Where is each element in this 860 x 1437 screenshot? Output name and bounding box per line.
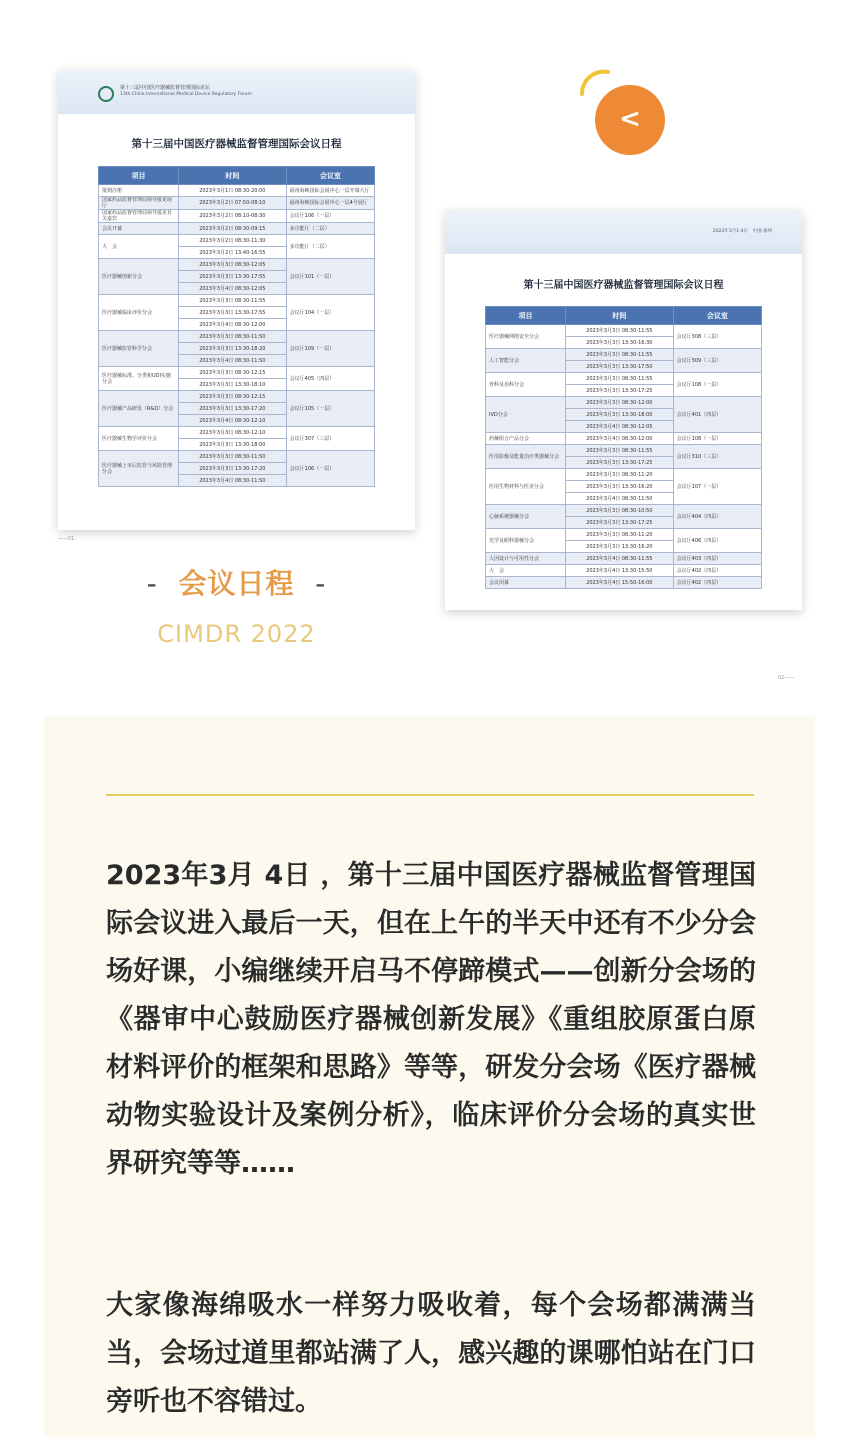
session-name: 大 会 (99, 235, 179, 259)
table-row (99, 197, 375, 210)
table-row (486, 553, 762, 565)
session-time: 2023年3月4日 08:30-12:05 (179, 283, 287, 295)
table-row (99, 210, 375, 223)
schedule-table (98, 166, 375, 487)
session-time: 2023年3月3日 08:30-11:55 (566, 349, 674, 361)
session-room: 会议厅108（一层） (673, 433, 761, 445)
session-time: 2023年3月4日 08:30-12:00 (566, 433, 674, 445)
session-time: 2023年3月3日 08:30-12:00 (566, 397, 674, 409)
table-row (486, 349, 762, 361)
session-time: 2023年3月3日 08:30-12:15 (179, 391, 287, 403)
forum-name-en: 13th China International Medical Device Regulatory Forum (120, 92, 252, 97)
session-time: 2023年3月3日 13:30-17:50 (566, 361, 674, 373)
session-name: 国家药品监督管理局领导接见展厅 (99, 197, 179, 210)
session-time: 2023年3月3日 13:30-17:20 (179, 463, 287, 475)
session-name: 心脑系统器械分会 (486, 505, 566, 529)
table-row (486, 445, 762, 457)
session-time: 2023年3月3日 08:30-11:50 (179, 451, 287, 463)
forum-logo-icon (98, 86, 114, 102)
session-room: 会议厅104（一层） (286, 295, 374, 331)
schedule-image-day2[interactable] (445, 210, 802, 610)
session-name: 人因设计与可用性分会 (486, 553, 566, 565)
session-time: 2023年3月4日 08:30-11:50 (179, 355, 287, 367)
title-dash-left: - (146, 567, 158, 600)
session-time: 2023年3月3日 08:30-11:55 (566, 445, 674, 457)
session-name: 报到注册 (99, 185, 179, 197)
session-time: 2023年3月3日 08:30-11:20 (566, 529, 674, 541)
session-time: 2023年3月3日 13:30-16:30 (566, 337, 674, 349)
session-time: 2023年3月3日 08:30-11:55 (566, 373, 674, 385)
session-name: 医疗器械产品研发（R&D）分会 (99, 391, 179, 427)
table-row (486, 373, 762, 385)
session-room: 会议厅403（四层） (673, 553, 761, 565)
session-room: 会议厅109（一层） (286, 331, 374, 367)
table-row (99, 223, 375, 235)
session-room: 会议厅406（四层） (673, 529, 761, 553)
session-time: 2023年3月2日 08:30-11:30 (179, 235, 287, 247)
forum-date-location: 2023年3月1-4日 中国·福州 (712, 229, 772, 234)
session-time: 2023年3月4日 08:30-11:55 (566, 553, 674, 565)
section-title-text: 会议日程 (178, 567, 295, 600)
chevron-left-icon: < (619, 103, 641, 134)
session-time: 2023年3月4日 08:30-12:05 (566, 421, 674, 433)
column-header: 项目 (486, 307, 566, 325)
session-time: 2023年3月4日 13:30-15:50 (566, 565, 674, 577)
session-name: 医用影像及能量治疗类器械分会 (486, 445, 566, 469)
table-row (486, 505, 762, 517)
table-row (486, 469, 762, 481)
session-room: 会议厅309（三层） (673, 349, 761, 373)
session-room: 福州海峡国际会展中心一层4号展厅 (286, 197, 374, 210)
session-time: 2023年3月1日 08:30-20:00 (179, 185, 287, 197)
session-room: 会议厅405（四层） (286, 367, 374, 391)
forum-name-cn: 第十三届中国医疗器械监督管理国际论坛 (120, 85, 211, 91)
session-time: 2023年3月3日 08:30-11:55 (179, 295, 287, 307)
session-time: 2023年3月3日 08:30-12:10 (179, 427, 287, 439)
session-name: 医疗器械生物学评价分会 (99, 427, 179, 451)
session-time: 2023年3月2日 07:50-08:10 (179, 197, 287, 210)
session-time: 2023年3月3日 13:30-17:25 (566, 517, 674, 529)
session-time: 2023年3月3日 08:30-12:15 (179, 367, 287, 379)
session-name: 会议闭幕 (486, 577, 566, 589)
session-time: 2023年3月3日 13:30-17:25 (566, 457, 674, 469)
table-row (486, 325, 762, 337)
session-room: 会议厅310（三层） (673, 445, 761, 469)
table-header-row (99, 167, 375, 185)
session-time: 2023年3月3日 13:30-18:00 (566, 409, 674, 421)
session-time: 2023年3月2日 13:40-16:55 (179, 247, 287, 259)
session-name: 医疗器械网络安全分会 (486, 325, 566, 349)
session-room: 福州海峡国际会展中心一层开幕大厅 (286, 185, 374, 197)
table-header-row (486, 307, 762, 325)
schedule-title: 第十三届中国医疗器械监督管理国际会议日程 (523, 280, 724, 291)
session-time: 2023年3月3日 08:30-11:50 (179, 331, 287, 343)
session-room: 会议厅404（四层） (673, 505, 761, 529)
table-row (99, 259, 375, 271)
session-room: 会议厅107（一层） (673, 469, 761, 505)
section-title (58, 562, 415, 602)
article-paragraph: 2023年3月 4日 ，第十三届中国医疗器械监督管理国际会议进入最后一天，但在上午的半天中还有不少分会场好课，小编继续开启马不停蹄模式——创新分会场的《器审中心鼓励医疗器械创新发展》《重组胶原蛋白原材料评价的框架和思路》等等，研发分会场《医疗器械动物实验设计及案例分析》，临床评价分会场的真实世界研究等等…… (106, 860, 756, 1179)
session-room: 会议厅108（一层） (673, 373, 761, 397)
session-time: 2023年3月4日 08:30-11:50 (566, 493, 674, 505)
title-dash-right: - (315, 567, 327, 600)
session-time: 2023年3月3日 13:30-18:10 (179, 379, 287, 391)
session-time: 2023年3月3日 13:30-18:00 (179, 439, 287, 451)
page-number: ——01 (58, 536, 75, 542)
session-name: 医用生物材料与医美分会 (486, 469, 566, 505)
session-name: 医疗器械监管科学分会 (99, 331, 179, 367)
table-row (99, 391, 375, 403)
table-row (99, 185, 375, 197)
table-row (99, 427, 375, 439)
session-room: 会议厅105（一层） (286, 391, 374, 427)
session-time: 2023年3月3日 08:30-11:55 (566, 325, 674, 337)
session-time: 2023年3月3日 13:30-17:55 (179, 307, 287, 319)
schedule-title: 第十三届中国医疗器械监督管理国际会议日程 (131, 138, 342, 150)
divider (106, 794, 754, 796)
session-name: 会议开幕 (99, 223, 179, 235)
column-header: 时间 (566, 307, 674, 325)
session-name: 医疗器械上市后监管与风险管理分会 (99, 451, 179, 487)
table-row (486, 397, 762, 409)
session-room: 会议厅106（一层） (286, 210, 374, 223)
session-name: 药械组合产品分会 (486, 433, 566, 445)
schedule-header-banner (58, 70, 415, 114)
article-body (44, 716, 815, 1437)
column-header: 会议室 (673, 307, 761, 325)
schedule-table (485, 306, 762, 589)
column-header: 会议室 (286, 167, 374, 185)
section-subtitle: CIMDR 2022 (157, 620, 316, 648)
session-name: 光学及眼科器械分会 (486, 529, 566, 553)
table-row (99, 451, 375, 463)
session-room: 会议厅402（四层） (673, 577, 761, 589)
session-time: 2023年3月4日 08:30-12:10 (179, 415, 287, 427)
session-room: 会议厅402（四层） (673, 565, 761, 577)
session-name: 大 会 (486, 565, 566, 577)
session-time: 2023年3月3日 13:30-16:20 (566, 481, 674, 493)
table-row (486, 577, 762, 589)
session-time: 2023年3月3日 13:30-17:25 (566, 385, 674, 397)
session-time: 2023年3月2日 08:10-08:30 (179, 210, 287, 223)
session-time: 2023年3月3日 08:30-11:20 (566, 469, 674, 481)
table-row (486, 565, 762, 577)
session-time: 2023年3月3日 13:30-16:20 (566, 541, 674, 553)
session-room: 多功能厅（二层） (286, 235, 374, 259)
session-room: 会议厅308（三层） (673, 325, 761, 349)
session-room: 会议厅106（一层） (286, 451, 374, 487)
schedule-header-banner (445, 210, 802, 254)
session-time: 2023年3月4日 08:30-12:00 (179, 319, 287, 331)
column-header: 时间 (179, 167, 287, 185)
session-time: 2023年3月4日 08:30-11:50 (179, 475, 287, 487)
session-time: 2023年3月3日 13:30-18:20 (179, 343, 287, 355)
column-header: 项目 (99, 167, 179, 185)
session-room: 会议厅401（四层） (673, 397, 761, 433)
table-row (99, 367, 375, 379)
session-time: 2023年3月2日 08:30-09:15 (179, 223, 287, 235)
session-name: 骨科及齿科分会 (486, 373, 566, 397)
session-time: 2023年3月3日 13:30-17:20 (179, 403, 287, 415)
session-time: 2023年3月3日 08:30-10:50 (566, 505, 674, 517)
table-row (486, 433, 762, 445)
session-name: 国家药品监督管理局领导接见有关嘉宾 (99, 210, 179, 223)
table-row (99, 295, 375, 307)
session-room: 会议厅101（一层） (286, 259, 374, 295)
table-row (486, 529, 762, 541)
back-button[interactable] (595, 85, 665, 155)
page-number: 02—— (778, 675, 795, 681)
session-time: 2023年3月4日 15:50-16:00 (566, 577, 674, 589)
table-row (99, 331, 375, 343)
session-name: 医疗器械标准、分类和UDI实施分会 (99, 367, 179, 391)
session-time: 2023年3月3日 13:30-17:55 (179, 271, 287, 283)
session-name: 人工智能分会 (486, 349, 566, 373)
session-name: 医疗器械临床评价分会 (99, 295, 179, 331)
session-room: 会议厅307（三层） (286, 427, 374, 451)
table-row (99, 235, 375, 247)
back-button-group (578, 68, 673, 163)
session-room: 多功能厅（二层） (286, 223, 374, 235)
session-name: 医疗器械创新分会 (99, 259, 179, 295)
article-paragraph: 大家像海绵吸水一样努力吸收着，每个会场都满满当当，会场过道里都站满了人，感兴趣的课哪怕站在门口旁听也不容错过。 (106, 1290, 756, 1417)
session-name: IVD分会 (486, 397, 566, 433)
schedule-image-day1[interactable] (58, 70, 415, 530)
session-time: 2023年3月3日 08:30-12:05 (179, 259, 287, 271)
